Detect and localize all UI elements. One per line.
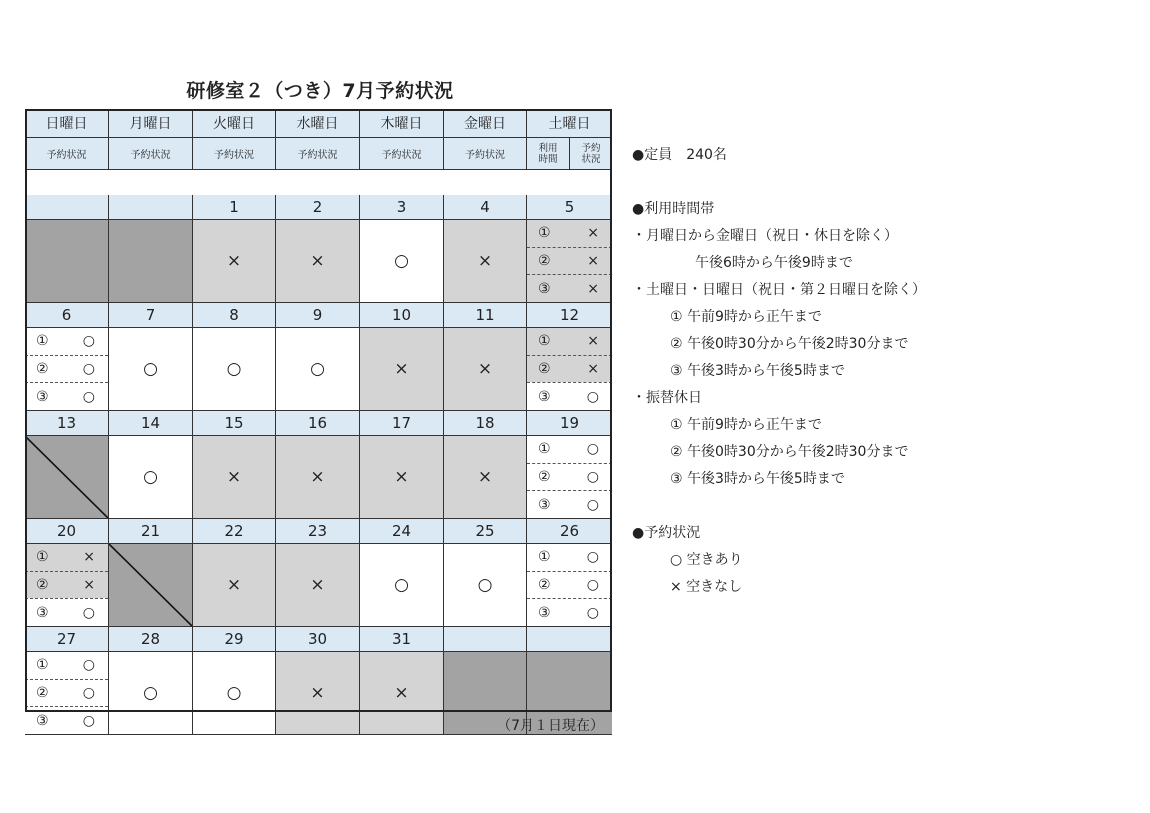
slot-number: ② (538, 253, 551, 269)
time-slot-row (527, 598, 612, 626)
time-slot-cell (25, 652, 109, 735)
time-slot-row (527, 436, 612, 463)
info-line: ② 午後0時30分から午後2時30分まで (670, 444, 909, 460)
slot-number: ② (538, 361, 551, 377)
closed-diagonal-line (109, 544, 192, 626)
status-subheader: 予約状況 (276, 138, 360, 170)
weekday-header: 日曜日 (25, 109, 109, 138)
closed-day-cell (25, 220, 109, 303)
date-number: 13 (25, 411, 109, 436)
slot-status-mark: × (587, 280, 599, 297)
date-number: 7 (109, 303, 193, 328)
status-subheader: 予約 状況 (581, 142, 601, 165)
availability-cell: × (360, 436, 444, 519)
slot-status-mark: ○ (82, 388, 95, 405)
time-slot-row (25, 652, 108, 679)
slot-status-mark: ○ (586, 577, 599, 593)
slot-status-mark: ○ (586, 496, 599, 513)
availability-cell: ○ (360, 544, 444, 627)
availability-cell: ○ (276, 328, 360, 411)
date-number (444, 627, 527, 652)
slot-number: ① (538, 549, 551, 566)
info-panel (632, 142, 1142, 601)
slot-status-mark: × (587, 333, 599, 350)
date-number: 9 (276, 303, 360, 328)
weekday-header: 土曜日 (527, 109, 612, 138)
slot-status-mark: × (587, 225, 599, 242)
slot-status-mark: ○ (586, 388, 599, 405)
info-line: ② 午後0時30分から午後2時30分まで (670, 336, 909, 352)
slot-number: ③ (36, 388, 49, 405)
info-line: ・振替休日 (632, 390, 702, 406)
availability-cell: ○ (193, 652, 276, 735)
slot-status-mark: ○ (586, 549, 599, 566)
slot-number: ② (538, 577, 551, 593)
date-number: 30 (276, 627, 360, 652)
slot-status-mark: × (587, 253, 599, 269)
spacer (632, 493, 1142, 520)
date-number: 28 (109, 627, 193, 652)
availability-cell: × (276, 220, 360, 303)
slot-status-mark: ○ (82, 657, 95, 674)
weekday-header: 水曜日 (276, 109, 360, 138)
availability-cell: ○ (109, 436, 193, 519)
slot-status-mark: ○ (586, 441, 599, 458)
time-slot-row (527, 571, 612, 599)
availability-cell: × (193, 544, 276, 627)
availability-cell: × (444, 220, 527, 303)
time-slot-subheader: 利用 時間 (527, 138, 570, 169)
status-subheader: 予約状況 (25, 138, 109, 170)
date-number: 25 (444, 519, 527, 544)
availability-cell: × (193, 220, 276, 303)
slot-number: ① (538, 225, 551, 242)
date-number (109, 195, 193, 220)
slot-number: ③ (36, 712, 49, 729)
availability-cell: ○ (193, 328, 276, 411)
date-number: 31 (360, 627, 444, 652)
date-number: 10 (360, 303, 444, 328)
slot-number: ① (36, 333, 49, 350)
date-number: 6 (25, 303, 109, 328)
date-number: 11 (444, 303, 527, 328)
availability-cell: × (276, 544, 360, 627)
date-number: 21 (109, 519, 193, 544)
date-number: 17 (360, 411, 444, 436)
time-slot-cell (527, 436, 612, 519)
date-number: 15 (193, 411, 276, 436)
date-number: 2 (276, 195, 360, 220)
availability-cell: × (360, 652, 444, 735)
date-number: 3 (360, 195, 444, 220)
slot-number: ② (36, 685, 49, 701)
date-number: 19 (527, 411, 612, 436)
availability-cell: ○ (444, 544, 527, 627)
slot-status-mark: ○ (82, 333, 95, 350)
info-line: ① 午前9時から正午まで (670, 309, 822, 325)
slot-number: ② (538, 469, 551, 485)
slot-number: ③ (36, 604, 49, 621)
time-slot-cell (527, 328, 612, 411)
slot-number: ③ (538, 496, 551, 513)
time-slot-row (527, 274, 612, 302)
availability-cell: × (193, 436, 276, 519)
slot-number: ① (36, 657, 49, 674)
status-subheader: 予約状況 (444, 138, 527, 170)
availability-cell: ○ (109, 652, 193, 735)
spacer (632, 169, 1142, 196)
date-number: 26 (527, 519, 612, 544)
date-number (25, 195, 109, 220)
slot-number: ① (538, 441, 551, 458)
status-subheader: 予約状況 (109, 138, 193, 170)
time-slot-row (25, 355, 108, 383)
date-number: 4 (444, 195, 527, 220)
time-slot-row (527, 544, 612, 571)
slot-status-mark: ○ (586, 469, 599, 485)
time-slot-row (25, 571, 108, 599)
time-slot-row (25, 544, 108, 571)
info-line: ●定員 240名 (632, 147, 727, 163)
time-slot-row (527, 247, 612, 275)
status-subheader: 予約状況 (193, 138, 276, 170)
date-number: 16 (276, 411, 360, 436)
info-line: ③ 午後3時から午後5時まで (670, 363, 845, 379)
slot-status-mark: × (587, 361, 599, 377)
slot-number: ① (538, 333, 551, 350)
slot-number: ③ (538, 280, 551, 297)
time-slot-cell (25, 328, 109, 411)
date-number: 22 (193, 519, 276, 544)
availability-cell: × (276, 652, 360, 735)
info-line: ○ 空きあり (670, 552, 743, 568)
slot-status-mark: ○ (82, 604, 95, 621)
page-title: 研修室２（つき）7月予約状況 (186, 80, 454, 102)
availability-cell: × (276, 436, 360, 519)
weekday-header: 火曜日 (193, 109, 276, 138)
slot-number: ① (36, 549, 49, 566)
time-slot-cell (527, 220, 612, 303)
time-slot-row (25, 382, 108, 410)
slot-status-mark: × (83, 549, 95, 566)
time-slot-row (25, 679, 108, 707)
slot-number: ③ (538, 604, 551, 621)
date-number: 20 (25, 519, 109, 544)
time-slot-row (25, 328, 108, 355)
time-slot-row (527, 490, 612, 518)
date-number: 18 (444, 411, 527, 436)
date-number: 5 (527, 195, 612, 220)
date-number: 8 (193, 303, 276, 328)
date-number (527, 627, 612, 652)
availability-cell: × (444, 328, 527, 411)
time-slot-row (25, 598, 108, 626)
time-slot-row (527, 463, 612, 491)
slot-number: ② (36, 577, 49, 593)
info-line: 午後6時から午後9時まで (695, 255, 853, 271)
slot-number: ② (36, 361, 49, 377)
weekday-header: 月曜日 (109, 109, 193, 138)
weekday-header: 木曜日 (360, 109, 444, 138)
info-line: ・月曜日から金曜日（祝日・休日を除く） (632, 228, 898, 244)
closed-day-cell (109, 220, 193, 303)
time-slot-cell (25, 544, 109, 627)
availability-cell: × (360, 328, 444, 411)
info-line: ●利用時間帯 (632, 201, 715, 217)
slot-status-mark: ○ (82, 712, 95, 729)
weekday-header: 金曜日 (444, 109, 527, 138)
slot-status-mark: × (83, 577, 95, 593)
info-line: ・土曜日・日曜日（祝日・第２日曜日を除く） (632, 282, 926, 298)
saturday-subheader (527, 138, 612, 170)
availability-cell: ○ (109, 328, 193, 411)
slot-status-mark: ○ (586, 604, 599, 621)
date-number: 23 (276, 519, 360, 544)
date-number: 29 (193, 627, 276, 652)
closed-day-cell (109, 544, 193, 627)
time-slot-row (25, 706, 108, 734)
time-slot-row (527, 328, 612, 355)
closed-day-cell (25, 436, 109, 519)
availability-cell: × (444, 436, 527, 519)
date-number: 14 (109, 411, 193, 436)
time-slot-row (527, 355, 612, 383)
time-slot-row (527, 382, 612, 410)
info-line: ③ 午後3時から午後5時まで (670, 471, 845, 487)
info-line: ① 午前9時から正午まで (670, 417, 822, 433)
as-of-note: （7月１日現在） (497, 718, 604, 734)
info-line: × 空きなし (670, 579, 743, 595)
time-slot-cell (527, 544, 612, 627)
slot-number: ③ (538, 388, 551, 405)
date-number: 1 (193, 195, 276, 220)
date-number: 24 (360, 519, 444, 544)
availability-cell: ○ (360, 220, 444, 303)
closed-diagonal-line (25, 436, 108, 518)
time-slot-row (527, 220, 612, 247)
status-subheader: 予約状況 (360, 138, 444, 170)
slot-status-mark: ○ (82, 361, 95, 377)
date-number: 27 (25, 627, 109, 652)
info-line: ●予約状況 (632, 525, 701, 541)
slot-status-mark: ○ (82, 685, 95, 701)
date-number: 12 (527, 303, 612, 328)
